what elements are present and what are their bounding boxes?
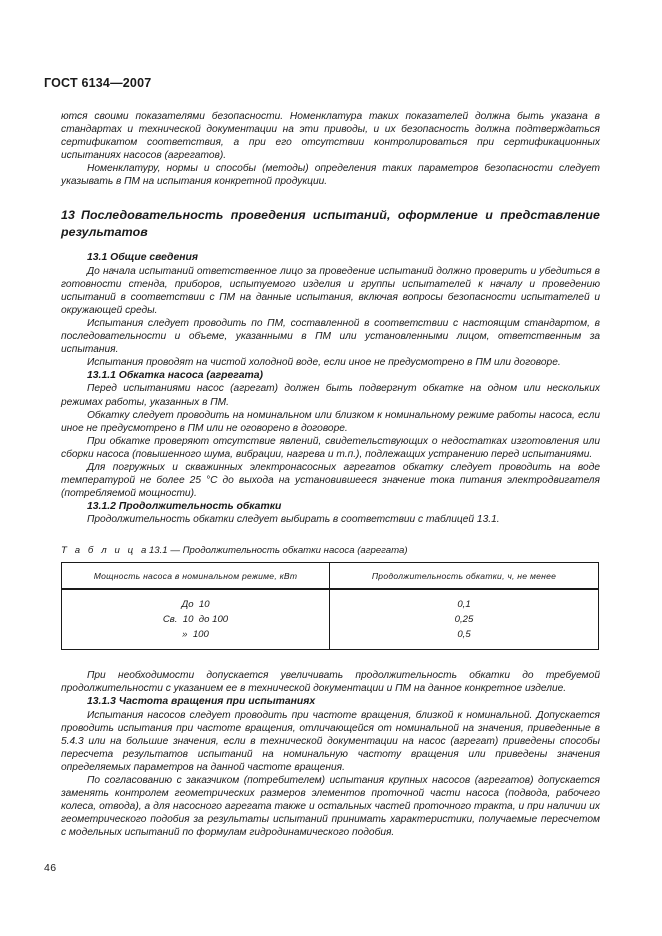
paragraph-nomenclature: Номенклатуру, нормы и способы (методы) определения таких параметров безопасности следует указывать в ПМ на испытания конкретной продукции. [61, 163, 600, 188]
subclause-heading-13-1-2: 13.1.2 Продолжительность обкатки [87, 500, 282, 512]
column-header-power: Мощность насоса в номинальном режиме, кВт [62, 563, 330, 590]
paragraph-13-1-1-a: Перед испытаниями насос (агрегат) должен быть подвергнут обкатке на одном или нескольких режимах работы, указанных в ПМ. [61, 383, 600, 408]
paragraph-13-1-3-b: По согласованию с заказчиком (потребителем) испытания крупных насосов (агрегатов) допускается заменять контролем геометрических размеров элементов проточной части насоса (подвода, рабочего колеса, отвода), а для насосного агрегата также и остальных частей проточного тракта, и при наличии их геометрического подобия за результаты испытаний принимать характеристики, получаемые пересчетом с модельных испытаний по формулам гидродинамического подобия. [61, 775, 600, 839]
table-header-row [62, 563, 599, 590]
page-number: 46 [44, 862, 57, 874]
cell-duration-values [330, 589, 599, 650]
table-caption-title: Продолжительность обкатки насоса (агрегата) [182, 545, 408, 557]
duration-value-2: 0,25 [454, 613, 474, 625]
table-row [62, 589, 599, 650]
paragraph-13-1-a: До начала испытаний ответственное лицо за проведение испытаний должно проверить и убедиться в готовности стенда, приборов, испытуемого изделия и группы испытателей к началу и проведению испытаний в соответствии с ПМ на данные испытания, включая вопросы безопасности испытателей и окружающей среды. [61, 265, 600, 316]
body-text-column [61, 110, 600, 839]
paragraph-13-1-1-c: При обкатке проверяют отсутствие явлений, свидетельствующих о недостатках изготовления или сборки насоса (повышенного шума, вибрации, нагрева и т.п.), подлежащих устранению перед испытаниями. [61, 435, 600, 460]
subclause-heading-13-1: 13.1 Общие сведения [87, 252, 198, 264]
clause-heading-13 [61, 207, 600, 240]
clause-title-13: Последовательность проведения испытаний, оформление и представление результатов [61, 208, 600, 239]
power-value-1: До 10 [181, 598, 210, 610]
spacer [61, 240, 600, 251]
spacer [61, 188, 600, 207]
running-head: ГОСТ 6134—2007 [44, 76, 152, 90]
column-header-duration: Продолжительность обкатки, ч, не менее [330, 563, 599, 590]
table-caption [61, 545, 600, 556]
spacer [61, 526, 600, 545]
subclause-heading-13-1-3: 13.1.3 Частота вращения при испытаниях [87, 696, 316, 708]
clause-number-13: 13 [61, 208, 75, 223]
paragraph-13-1-1-b: Обкатку следует проводить на номинальном или близком к номинальному режиме работы насоса, если иное не предусмотрено в ПМ или не оговорено в договоре. [61, 409, 600, 434]
paragraph-13-1-b: Испытания следует проводить по ПМ, составленной в соответствии с настоящим стандартом, в последовательности и объеме, указанными в ПМ или установленными лицом, ответственным за испытания. [61, 317, 600, 355]
duration-value-3: 0,5 [457, 628, 471, 640]
paragraph-13-1-c: Испытания проводят на чистой холодной воде, если иное не предусмотрено в ПМ или договоре. [87, 357, 561, 369]
table-caption-label: Т а б л и ц а [61, 545, 149, 557]
spacer [61, 650, 600, 669]
table-caption-dash: — [170, 545, 180, 557]
subclause-heading-13-1-1: 13.1.1 Обкатка насоса (агрегата) [87, 370, 263, 382]
cell-power-values [62, 589, 330, 650]
paragraph-13-1-3-a: Испытания насосов следует проводить при частоте вращения, близкой к номинальной. Допускается проводить испытания при частоте вращения, отличающейся от номинальной на значения, приведенные в 5.4.3 или на большие значения, если в технической документации на насос (агрегат) приведены способы пересчета результатов испытаний на номинальную частоту вращения или приведены значения определяемых параметров на данной частоте вращения. [61, 709, 600, 774]
paragraph-13-1-1-d: Для погружных и скважинных электронасосных агрегатов обкатку следует проводить на воде температурой не более 25 °С до выхода на установившееся значение тока питания электродвигателя (потребляемой мощности). [61, 461, 600, 499]
paragraph-13-1-2-a: Продолжительность обкатки следует выбирать в соответствии с таблицей 13.1. [87, 514, 500, 526]
power-value-2: Св. 10 до 100 [162, 613, 229, 625]
duration-value-1: 0,1 [457, 598, 471, 610]
paragraph-continued: ются своими показателями безопасности. Номенклатура таких показателей должна быть указана в стандартах и технической документации на эти приводы, и их безопасность должна подтверждаться сертификатом соответствия, а при его отсутствии контролироваться при сертификационных испытаниях насосов (агрегатов). [61, 111, 600, 162]
paragraph-13-1-2-after-table: При необходимости допускается увеличивать продолжительность обкатки до требуемой продолжительности с указанием ее в технической документации и ПМ на данное конкретное изделие. [61, 670, 600, 695]
table-caption-number: 13.1 [148, 545, 168, 557]
table-13-1 [61, 562, 599, 650]
power-value-3: » 100 [182, 628, 209, 640]
